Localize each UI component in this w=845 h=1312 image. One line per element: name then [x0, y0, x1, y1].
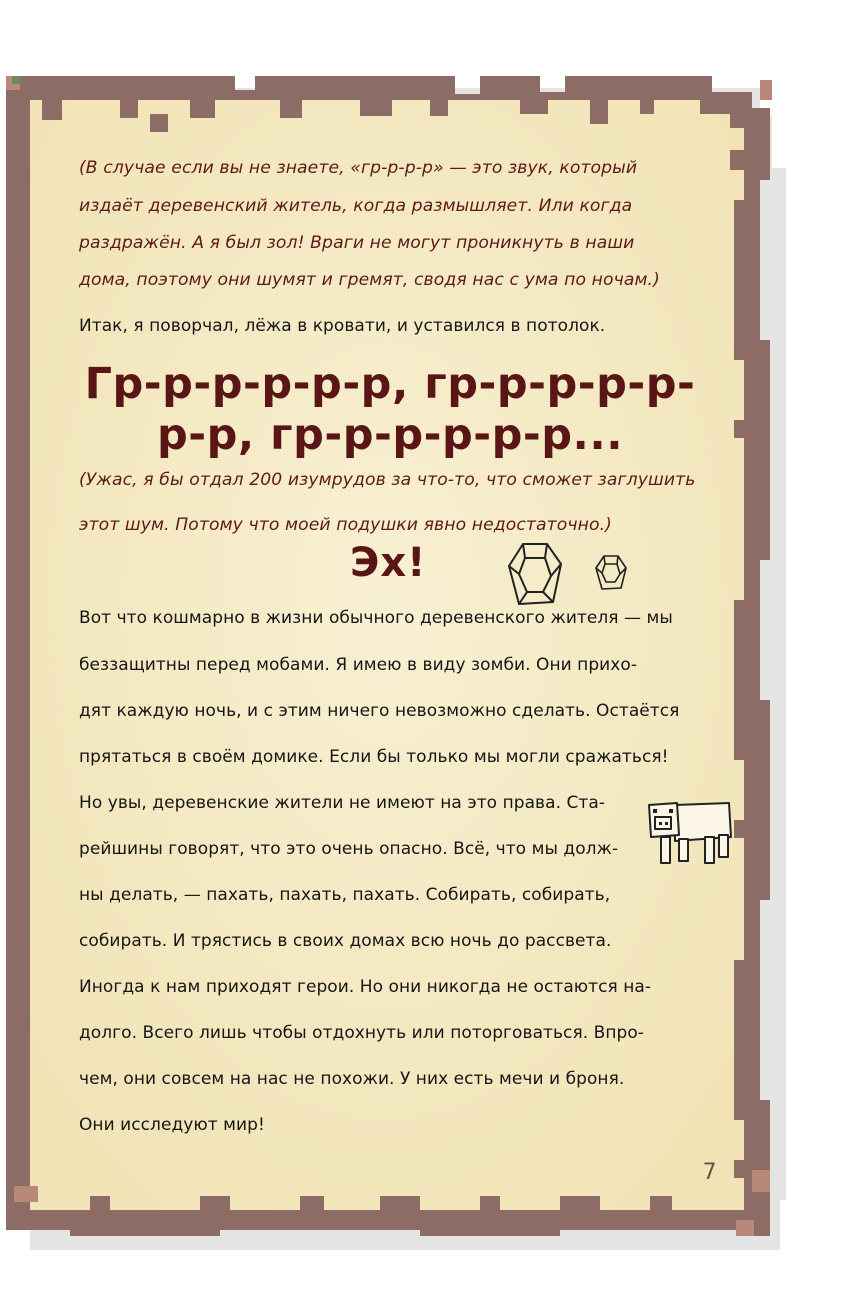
emerald-large-icon	[505, 540, 565, 610]
main-text-line: беззащитны перед мобами. Я имею в виду зомби. Они прихо-	[79, 655, 638, 675]
intro-note-line: раздражён. А я был зол! Враги не могут проникнуть в наши	[79, 233, 635, 253]
main-text-line: рейшины говорят, что это очень опасно. Всё, что мы долж-	[79, 839, 619, 859]
main-text-line: собирать. И трястись в своих домах всю ночь до рассвета.	[79, 931, 612, 951]
main-text-line: чем, они совсем на нас не похожи. У них есть мечи и броня.	[79, 1069, 625, 1089]
main-text-line: Иногда к нам приходят герои. Но они никогда не остаются на-	[79, 977, 652, 997]
main-text-line: дят каждую ночь, и с этим ничего невозможно сделать. Остаётся	[79, 701, 680, 721]
page-number: 7	[703, 1160, 717, 1185]
emerald-small-icon	[593, 553, 629, 593]
pig-icon	[645, 797, 735, 869]
emerald-note-line: (Ужас, я бы отдал 200 изумрудов за что-то, что сможет заглушить	[79, 470, 696, 490]
sigh-heading: Эх!	[350, 540, 427, 586]
grr-heading-line: Гр-р-р-р-р-р, гр-р-р-р-р-	[84, 359, 696, 409]
main-text-line: долго. Всего лишь чтобы отдохнуть или поторговаться. Впро-	[79, 1023, 644, 1043]
intro-note-line: дома, поэтому они шумят и гремят, сводя нас с ума по ночам.)	[79, 270, 660, 290]
main-text-line: Они исследуют мир!	[79, 1115, 265, 1135]
intro-note-line: издаёт деревенский житель, когда размышляет. Или когда	[79, 196, 633, 216]
intro-note-line: (В случае если вы не знаете, «гр-р-р-р» — это звук, который	[79, 158, 638, 178]
main-text-line: Вот что кошмарно в жизни обычного деревенского жителя — мы	[79, 608, 673, 628]
main-text-line: Но увы, деревенские жители не имеют на это права. Ста-	[79, 793, 606, 813]
main-text-line: ны делать, — пахать, пахать, пахать. Собирать, собирать,	[79, 885, 611, 905]
grr-heading-line: р-р, гр-р-р-р-р-р...	[156, 410, 624, 460]
emerald-note-line: этот шум. Потому что моей подушки явно недостаточно.)	[79, 515, 612, 535]
main-text-line: прятаться в своём домике. Если бы только мы могли сражаться!	[79, 747, 669, 767]
staring-line: Итак, я поворчал, лёжа в кровати, и уставился в потолок.	[79, 316, 606, 336]
